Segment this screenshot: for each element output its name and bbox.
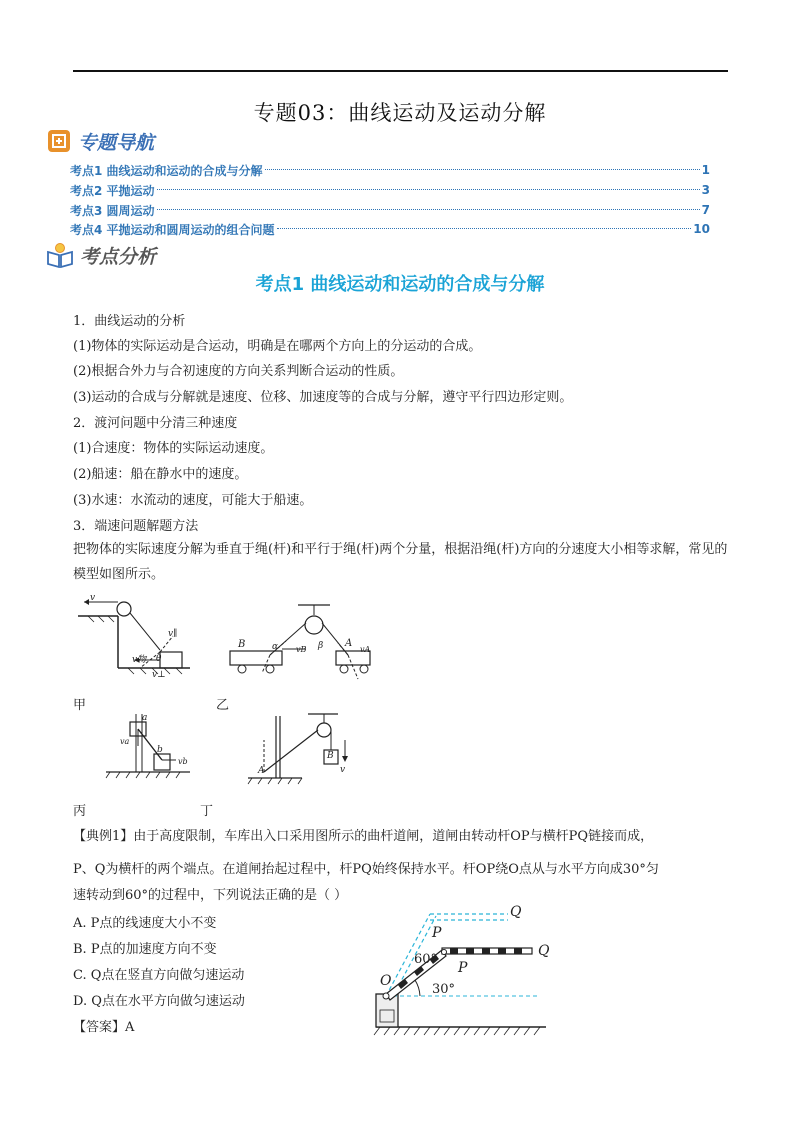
fig-label: A — [258, 766, 265, 776]
toc-page: 10 — [693, 222, 710, 236]
banner-analysis-label: 考点分析 — [80, 245, 157, 268]
gate-label-P-lower: P — [458, 960, 468, 976]
toc-leader — [265, 168, 700, 170]
paragraph: 把物体的实际速度分解为垂直于绳(杆)和平行于绳(杆)两个分量，根据沿绳(杆)方向的分速度大小相等求解，常见的模型如图所示。 — [73, 542, 728, 582]
fig-label: vA — [360, 645, 371, 654]
toc-label: 考点1 曲线运动和运动的合成与分解 — [70, 163, 263, 178]
answer: 【答案】A — [73, 1020, 135, 1035]
figure-jia — [78, 592, 193, 687]
toc-page: 7 — [701, 203, 710, 217]
fig-label: vb — [178, 757, 188, 766]
toc-page: 3 — [701, 183, 710, 197]
fig-label: b — [157, 745, 163, 755]
page-title: 专题03：曲线运动及运动分解 — [253, 101, 547, 125]
example-stem: 【典例1】由于高度限制，车库出入口采用图所示的曲杆道闸，道闸由转动杆OP与横杆PQ链接而成， — [73, 829, 654, 844]
fig-label: v — [340, 765, 346, 775]
figure-bing — [104, 710, 192, 792]
toc-leader — [157, 188, 700, 190]
banner-nav — [46, 126, 154, 156]
section-title: 考点1 曲线运动和运动的合成与分解 — [255, 274, 545, 295]
toc-leader — [157, 208, 700, 210]
gate-label-Q-upper: Q — [510, 904, 522, 920]
toc-item-3[interactable] — [70, 200, 710, 220]
heading-1: 1．曲线运动的分析 — [73, 314, 186, 329]
paragraph: (2)船速：船在静水中的速度。 — [73, 467, 248, 482]
heading-2: 2．渡河问题中分清三种速度 — [73, 416, 238, 431]
fig-label: B — [238, 639, 246, 650]
fig-label: α — [272, 642, 279, 652]
paragraph: (2)根据合外力与合初速度的方向关系判断合运动的性质。 — [73, 364, 404, 379]
compass-icon — [46, 128, 72, 154]
fig-label: vB — [296, 645, 307, 654]
fig-label: v∥ — [168, 629, 178, 639]
gate-angle-60: 60° — [414, 952, 438, 967]
paragraph: (1)物体的实际运动是合运动，明确是在哪两个方向上的分运动的合成。 — [73, 339, 482, 354]
toc-item-2[interactable] — [70, 180, 710, 200]
gate-label-Q-lower: Q — [538, 943, 550, 959]
toc-label: 考点2 平抛运动 — [70, 183, 155, 198]
fig-label: B — [327, 751, 334, 761]
caption-ding: 丁 — [200, 804, 214, 819]
figure-ding — [246, 712, 350, 792]
fig-label: β — [318, 641, 324, 651]
gate-angle-30: 30° — [432, 982, 456, 997]
example-stem: P、Q为横杆的两个端点。在道闸抬起过程中，杆PQ始终保持水平。杆OP绕O点从与水平方向成30°匀 — [73, 862, 659, 877]
heading-3: 3．端速问题解题方法 — [73, 519, 199, 534]
banner-analysis — [46, 240, 156, 270]
banner-nav-label: 专题导航 — [78, 131, 155, 154]
fig-label: v — [90, 593, 96, 603]
option-d: D. Q点在水平方向做匀速运动 — [73, 994, 245, 1009]
option-a: A. P点的线速度大小不变 — [73, 916, 217, 931]
fig-label: va — [120, 737, 130, 746]
fig-label: θ — [156, 654, 162, 664]
toc-item-1[interactable] — [70, 160, 710, 180]
book-bulb-icon — [46, 242, 74, 268]
gate-label-P-upper: P — [432, 925, 442, 941]
gate-label-O: O — [380, 973, 392, 989]
caption-yi: 乙 — [216, 698, 230, 713]
paragraph: (3)运动的合成与分解就是速度、位移、加速度等的合成与分解，遵守平行四边形定则。 — [73, 390, 573, 405]
fig-label: v物 — [132, 655, 147, 665]
fig-label: a — [142, 713, 148, 723]
caption-jia: 甲 — [73, 698, 87, 713]
option-c: C. Q点在竖直方向做匀速运动 — [73, 968, 245, 983]
toc-item-4[interactable] — [70, 219, 710, 239]
paragraph: (1)合速度：物体的实际运动速度。 — [73, 441, 274, 456]
toc-page: 1 — [701, 163, 710, 177]
paragraph: (3)水速：水流动的速度，可能大于船速。 — [73, 493, 313, 508]
fig-label: A — [345, 638, 353, 649]
fig-label: v⊥ — [152, 670, 166, 680]
option-b: B. P点的加速度方向不变 — [73, 942, 217, 957]
caption-bing: 丙 — [73, 804, 87, 819]
toc-label: 考点3 圆周运动 — [70, 203, 155, 218]
toc-leader — [277, 227, 692, 229]
header-rule — [73, 70, 728, 72]
toc-label: 考点4 平抛运动和圆周运动的组合问题 — [70, 222, 275, 237]
example-stem: 速转动到60°的过程中，下列说法正确的是（ ） — [73, 888, 348, 903]
